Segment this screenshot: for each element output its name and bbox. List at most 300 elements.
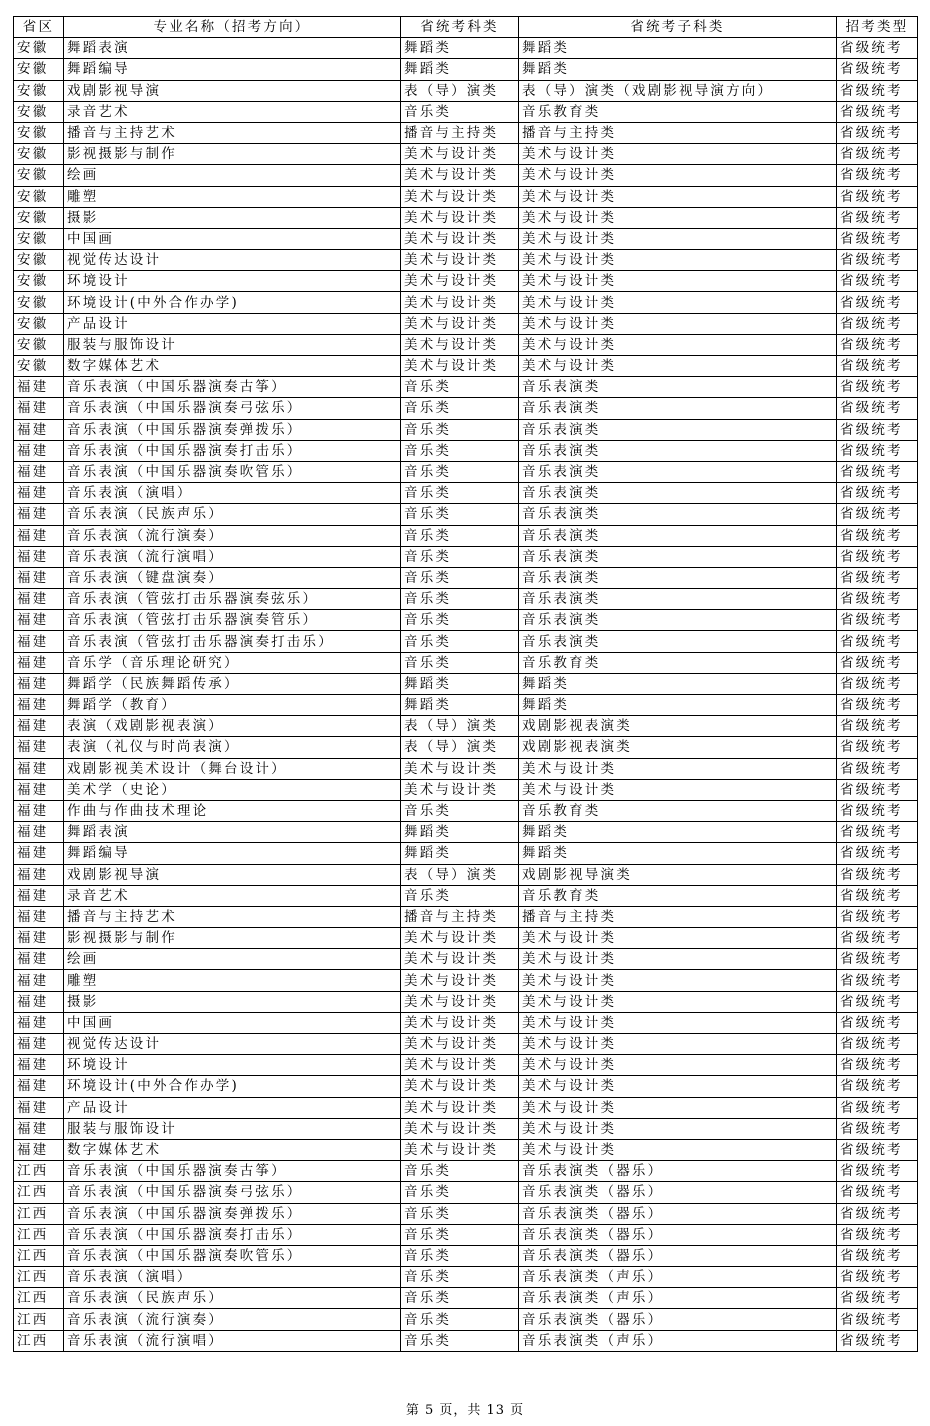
table-row bbox=[14, 271, 918, 292]
cell-exam-category: 表（导）演类 bbox=[401, 80, 519, 101]
cell-major: 表演（礼仪与时尚表演） bbox=[64, 737, 401, 758]
cell-major: 表演（戏剧影视表演） bbox=[64, 716, 401, 737]
cell-exam-subcategory: 音乐表演类 bbox=[519, 461, 837, 482]
cell-province: 福建 bbox=[14, 610, 64, 631]
cell-major: 音乐表演（中国乐器演奏弹拨乐） bbox=[64, 1203, 401, 1224]
table-row bbox=[14, 1055, 918, 1076]
table-row bbox=[14, 610, 918, 631]
table-row bbox=[14, 1161, 918, 1182]
cell-major: 音乐表演（流行演奏） bbox=[64, 1309, 401, 1330]
cell-admission-type: 省级统考 bbox=[837, 970, 918, 991]
cell-exam-category: 美术与设计类 bbox=[401, 991, 519, 1012]
table-row bbox=[14, 949, 918, 970]
cell-exam-category: 音乐类 bbox=[401, 1288, 519, 1309]
cell-admission-type: 省级统考 bbox=[837, 1055, 918, 1076]
cell-admission-type: 省级统考 bbox=[837, 271, 918, 292]
cell-province: 福建 bbox=[14, 716, 64, 737]
cell-province: 福建 bbox=[14, 631, 64, 652]
cell-major: 视觉传达设计 bbox=[64, 250, 401, 271]
table-row bbox=[14, 440, 918, 461]
table-row bbox=[14, 800, 918, 821]
cell-admission-type: 省级统考 bbox=[837, 949, 918, 970]
cell-admission-type: 省级统考 bbox=[837, 589, 918, 610]
cell-exam-subcategory: 美术与设计类 bbox=[519, 991, 837, 1012]
cell-major: 雕塑 bbox=[64, 970, 401, 991]
cell-province: 福建 bbox=[14, 652, 64, 673]
cell-major: 音乐表演（中国乐器演奏古筝） bbox=[64, 1161, 401, 1182]
cell-admission-type: 省级统考 bbox=[837, 228, 918, 249]
cell-province: 江西 bbox=[14, 1267, 64, 1288]
cell-province: 福建 bbox=[14, 567, 64, 588]
cell-major: 音乐表演（中国乐器演奏吹管乐） bbox=[64, 1245, 401, 1266]
cell-exam-category: 美术与设计类 bbox=[401, 313, 519, 334]
cell-exam-category: 音乐类 bbox=[401, 652, 519, 673]
header-exam-category: 省统考科类 bbox=[401, 17, 519, 38]
cell-exam-subcategory: 美术与设计类 bbox=[519, 207, 837, 228]
cell-major: 作曲与作曲技术理论 bbox=[64, 800, 401, 821]
cell-province: 福建 bbox=[14, 504, 64, 525]
cell-exam-category: 美术与设计类 bbox=[401, 292, 519, 313]
cell-exam-category: 美术与设计类 bbox=[401, 1055, 519, 1076]
cell-province: 福建 bbox=[14, 1139, 64, 1160]
cell-province: 福建 bbox=[14, 970, 64, 991]
table-row bbox=[14, 843, 918, 864]
cell-exam-subcategory: 美术与设计类 bbox=[519, 1034, 837, 1055]
header-exam-subcategory: 省统考子科类 bbox=[519, 17, 837, 38]
cell-major: 环境设计 bbox=[64, 271, 401, 292]
table-row bbox=[14, 101, 918, 122]
page-number: 第 5 页，共 13 页 bbox=[405, 1403, 525, 1418]
cell-exam-subcategory: 播音与主持类 bbox=[519, 122, 837, 143]
cell-admission-type: 省级统考 bbox=[837, 38, 918, 59]
cell-exam-subcategory: 舞蹈类 bbox=[519, 673, 837, 694]
cell-admission-type: 省级统考 bbox=[837, 567, 918, 588]
header-province: 省区 bbox=[14, 17, 64, 38]
cell-admission-type: 省级统考 bbox=[837, 313, 918, 334]
cell-province: 安徽 bbox=[14, 122, 64, 143]
cell-admission-type: 省级统考 bbox=[837, 1330, 918, 1351]
cell-admission-type: 省级统考 bbox=[837, 419, 918, 440]
table-row bbox=[14, 1097, 918, 1118]
cell-exam-category: 表（导）演类 bbox=[401, 864, 519, 885]
cell-province: 福建 bbox=[14, 864, 64, 885]
cell-province: 福建 bbox=[14, 695, 64, 716]
cell-exam-subcategory: 音乐表演类 bbox=[519, 525, 837, 546]
table-row bbox=[14, 695, 918, 716]
cell-province: 安徽 bbox=[14, 186, 64, 207]
cell-major: 音乐表演（演唱） bbox=[64, 483, 401, 504]
cell-exam-category: 音乐类 bbox=[401, 483, 519, 504]
cell-admission-type: 省级统考 bbox=[837, 758, 918, 779]
cell-exam-category: 美术与设计类 bbox=[401, 356, 519, 377]
cell-exam-category: 播音与主持类 bbox=[401, 906, 519, 927]
table-row bbox=[14, 144, 918, 165]
cell-exam-subcategory: 美术与设计类 bbox=[519, 271, 837, 292]
table-row bbox=[14, 589, 918, 610]
cell-admission-type: 省级统考 bbox=[837, 906, 918, 927]
cell-province: 福建 bbox=[14, 758, 64, 779]
cell-province: 福建 bbox=[14, 461, 64, 482]
table-row bbox=[14, 1139, 918, 1160]
cell-exam-category: 美术与设计类 bbox=[401, 186, 519, 207]
cell-admission-type: 省级统考 bbox=[837, 186, 918, 207]
cell-province: 江西 bbox=[14, 1330, 64, 1351]
cell-admission-type: 省级统考 bbox=[837, 1161, 918, 1182]
table-row bbox=[14, 1288, 918, 1309]
cell-exam-subcategory: 美术与设计类 bbox=[519, 1012, 837, 1033]
cell-admission-type: 省级统考 bbox=[837, 1182, 918, 1203]
table-row bbox=[14, 673, 918, 694]
cell-exam-subcategory: 音乐表演类 bbox=[519, 631, 837, 652]
cell-exam-subcategory: 音乐表演类（声乐） bbox=[519, 1267, 837, 1288]
cell-exam-subcategory: 音乐表演类（器乐） bbox=[519, 1182, 837, 1203]
cell-province: 安徽 bbox=[14, 292, 64, 313]
table-row bbox=[14, 1076, 918, 1097]
cell-exam-subcategory: 美术与设计类 bbox=[519, 144, 837, 165]
table-row bbox=[14, 122, 918, 143]
cell-province: 江西 bbox=[14, 1224, 64, 1245]
cell-major: 音乐表演（中国乐器演奏打击乐） bbox=[64, 1224, 401, 1245]
cell-exam-category: 舞蹈类 bbox=[401, 673, 519, 694]
cell-exam-category: 美术与设计类 bbox=[401, 1097, 519, 1118]
cell-exam-category: 音乐类 bbox=[401, 461, 519, 482]
cell-admission-type: 省级统考 bbox=[837, 1267, 918, 1288]
cell-province: 安徽 bbox=[14, 334, 64, 355]
cell-major: 音乐表演（中国乐器演奏弓弦乐） bbox=[64, 398, 401, 419]
cell-exam-category: 美术与设计类 bbox=[401, 165, 519, 186]
cell-exam-subcategory: 音乐表演类 bbox=[519, 610, 837, 631]
cell-exam-category: 音乐类 bbox=[401, 1224, 519, 1245]
cell-admission-type: 省级统考 bbox=[837, 864, 918, 885]
cell-exam-subcategory: 音乐表演类 bbox=[519, 546, 837, 567]
cell-exam-subcategory: 美术与设计类 bbox=[519, 250, 837, 271]
cell-major: 产品设计 bbox=[64, 313, 401, 334]
cell-province: 福建 bbox=[14, 419, 64, 440]
cell-major: 摄影 bbox=[64, 991, 401, 1012]
cell-exam-category: 音乐类 bbox=[401, 1182, 519, 1203]
cell-exam-subcategory: 美术与设计类 bbox=[519, 928, 837, 949]
cell-major: 舞蹈学（民族舞蹈传承） bbox=[64, 673, 401, 694]
table-row bbox=[14, 377, 918, 398]
cell-exam-subcategory: 音乐表演类 bbox=[519, 398, 837, 419]
cell-major: 舞蹈表演 bbox=[64, 38, 401, 59]
cell-province: 江西 bbox=[14, 1288, 64, 1309]
table-row bbox=[14, 228, 918, 249]
cell-province: 江西 bbox=[14, 1203, 64, 1224]
cell-exam-category: 美术与设计类 bbox=[401, 1118, 519, 1139]
cell-exam-category: 音乐类 bbox=[401, 1330, 519, 1351]
cell-exam-category: 美术与设计类 bbox=[401, 250, 519, 271]
cell-province: 福建 bbox=[14, 1076, 64, 1097]
cell-exam-category: 美术与设计类 bbox=[401, 970, 519, 991]
cell-exam-subcategory: 舞蹈类 bbox=[519, 695, 837, 716]
cell-exam-category: 美术与设计类 bbox=[401, 758, 519, 779]
cell-exam-category: 美术与设计类 bbox=[401, 949, 519, 970]
cell-admission-type: 省级统考 bbox=[837, 885, 918, 906]
cell-exam-category: 播音与主持类 bbox=[401, 122, 519, 143]
table-row bbox=[14, 1012, 918, 1033]
cell-admission-type: 省级统考 bbox=[837, 122, 918, 143]
cell-admission-type: 省级统考 bbox=[837, 292, 918, 313]
cell-exam-subcategory: 舞蹈类 bbox=[519, 843, 837, 864]
cell-exam-category: 美术与设计类 bbox=[401, 1034, 519, 1055]
cell-major: 录音艺术 bbox=[64, 101, 401, 122]
cell-admission-type: 省级统考 bbox=[837, 356, 918, 377]
cell-exam-category: 音乐类 bbox=[401, 589, 519, 610]
cell-exam-subcategory: 音乐表演类（声乐） bbox=[519, 1330, 837, 1351]
cell-exam-subcategory: 音乐表演类 bbox=[519, 589, 837, 610]
cell-province: 安徽 bbox=[14, 101, 64, 122]
cell-exam-subcategory: 音乐表演类（器乐） bbox=[519, 1203, 837, 1224]
cell-admission-type: 省级统考 bbox=[837, 483, 918, 504]
table-row bbox=[14, 313, 918, 334]
cell-exam-category: 音乐类 bbox=[401, 1309, 519, 1330]
cell-major: 音乐表演（中国乐器演奏弓弦乐） bbox=[64, 1182, 401, 1203]
table-row bbox=[14, 165, 918, 186]
cell-exam-subcategory: 播音与主持类 bbox=[519, 906, 837, 927]
cell-admission-type: 省级统考 bbox=[837, 144, 918, 165]
cell-exam-category: 音乐类 bbox=[401, 1267, 519, 1288]
cell-exam-category: 美术与设计类 bbox=[401, 228, 519, 249]
cell-major: 环境设计(中外合作办学) bbox=[64, 292, 401, 313]
cell-exam-category: 音乐类 bbox=[401, 800, 519, 821]
cell-province: 福建 bbox=[14, 822, 64, 843]
cell-major: 音乐表演（管弦打击乐器演奏弦乐） bbox=[64, 589, 401, 610]
header-admission-type: 招考类型 bbox=[837, 17, 918, 38]
cell-admission-type: 省级统考 bbox=[837, 334, 918, 355]
table-row bbox=[14, 186, 918, 207]
cell-major: 音乐表演（中国乐器演奏吹管乐） bbox=[64, 461, 401, 482]
cell-major: 舞蹈编导 bbox=[64, 59, 401, 80]
cell-province: 福建 bbox=[14, 843, 64, 864]
cell-exam-subcategory: 音乐表演类 bbox=[519, 504, 837, 525]
cell-admission-type: 省级统考 bbox=[837, 652, 918, 673]
cell-province: 江西 bbox=[14, 1245, 64, 1266]
cell-exam-subcategory: 美术与设计类 bbox=[519, 1076, 837, 1097]
cell-exam-category: 表（导）演类 bbox=[401, 737, 519, 758]
table-row bbox=[14, 1224, 918, 1245]
cell-major: 舞蹈表演 bbox=[64, 822, 401, 843]
cell-admission-type: 省级统考 bbox=[837, 250, 918, 271]
cell-major: 播音与主持艺术 bbox=[64, 122, 401, 143]
cell-province: 福建 bbox=[14, 991, 64, 1012]
cell-admission-type: 省级统考 bbox=[837, 504, 918, 525]
cell-admission-type: 省级统考 bbox=[837, 737, 918, 758]
cell-exam-subcategory: 音乐表演类（器乐） bbox=[519, 1161, 837, 1182]
cell-exam-category: 音乐类 bbox=[401, 546, 519, 567]
cell-exam-subcategory: 戏剧影视表演类 bbox=[519, 716, 837, 737]
cell-province: 福建 bbox=[14, 398, 64, 419]
cell-major: 音乐表演（中国乐器演奏弹拨乐） bbox=[64, 419, 401, 440]
cell-province: 福建 bbox=[14, 928, 64, 949]
cell-exam-subcategory: 美术与设计类 bbox=[519, 1097, 837, 1118]
cell-exam-subcategory: 舞蹈类 bbox=[519, 822, 837, 843]
table-row bbox=[14, 1267, 918, 1288]
cell-exam-category: 美术与设计类 bbox=[401, 207, 519, 228]
cell-major: 美术学（史论） bbox=[64, 779, 401, 800]
cell-exam-subcategory: 表（导）演类（戏剧影视导演方向） bbox=[519, 80, 837, 101]
cell-exam-subcategory: 舞蹈类 bbox=[519, 59, 837, 80]
cell-exam-subcategory: 音乐教育类 bbox=[519, 652, 837, 673]
table-row bbox=[14, 1330, 918, 1351]
cell-major: 中国画 bbox=[64, 228, 401, 249]
cell-exam-category: 舞蹈类 bbox=[401, 38, 519, 59]
cell-admission-type: 省级统考 bbox=[837, 1097, 918, 1118]
cell-exam-subcategory: 戏剧影视导演类 bbox=[519, 864, 837, 885]
cell-admission-type: 省级统考 bbox=[837, 1245, 918, 1266]
cell-province: 福建 bbox=[14, 1034, 64, 1055]
cell-exam-subcategory: 美术与设计类 bbox=[519, 970, 837, 991]
cell-major: 戏剧影视导演 bbox=[64, 864, 401, 885]
table-row bbox=[14, 970, 918, 991]
table-row bbox=[14, 906, 918, 927]
cell-major: 音乐表演（流行演唱） bbox=[64, 1330, 401, 1351]
cell-admission-type: 省级统考 bbox=[837, 1288, 918, 1309]
cell-major: 音乐表演（管弦打击乐器演奏管乐） bbox=[64, 610, 401, 631]
cell-exam-subcategory: 美术与设计类 bbox=[519, 292, 837, 313]
cell-province: 江西 bbox=[14, 1182, 64, 1203]
cell-admission-type: 省级统考 bbox=[837, 101, 918, 122]
cell-admission-type: 省级统考 bbox=[837, 525, 918, 546]
cell-major: 音乐表演（管弦打击乐器演奏打击乐） bbox=[64, 631, 401, 652]
cell-admission-type: 省级统考 bbox=[837, 610, 918, 631]
cell-admission-type: 省级统考 bbox=[837, 1034, 918, 1055]
cell-admission-type: 省级统考 bbox=[837, 695, 918, 716]
cell-exam-category: 音乐类 bbox=[401, 1203, 519, 1224]
cell-province: 福建 bbox=[14, 525, 64, 546]
table-row bbox=[14, 779, 918, 800]
cell-exam-subcategory: 美术与设计类 bbox=[519, 334, 837, 355]
cell-exam-subcategory: 音乐教育类 bbox=[519, 885, 837, 906]
cell-province: 安徽 bbox=[14, 144, 64, 165]
cell-province: 江西 bbox=[14, 1309, 64, 1330]
cell-major: 音乐表演（中国乐器演奏打击乐） bbox=[64, 440, 401, 461]
cell-major: 数字媒体艺术 bbox=[64, 1139, 401, 1160]
cell-exam-category: 美术与设计类 bbox=[401, 144, 519, 165]
cell-exam-subcategory: 美术与设计类 bbox=[519, 1139, 837, 1160]
cell-admission-type: 省级统考 bbox=[837, 461, 918, 482]
cell-province: 福建 bbox=[14, 589, 64, 610]
cell-exam-category: 音乐类 bbox=[401, 1161, 519, 1182]
cell-exam-category: 舞蹈类 bbox=[401, 822, 519, 843]
cell-province: 安徽 bbox=[14, 165, 64, 186]
cell-admission-type: 省级统考 bbox=[837, 546, 918, 567]
cell-exam-category: 音乐类 bbox=[401, 101, 519, 122]
table-row bbox=[14, 652, 918, 673]
cell-province: 福建 bbox=[14, 546, 64, 567]
cell-exam-category: 音乐类 bbox=[401, 377, 519, 398]
table-row bbox=[14, 928, 918, 949]
cell-exam-subcategory: 戏剧影视表演类 bbox=[519, 737, 837, 758]
cell-province: 福建 bbox=[14, 737, 64, 758]
cell-admission-type: 省级统考 bbox=[837, 59, 918, 80]
cell-exam-category: 音乐类 bbox=[401, 1245, 519, 1266]
cell-exam-category: 舞蹈类 bbox=[401, 59, 519, 80]
table-row bbox=[14, 483, 918, 504]
cell-exam-category: 美术与设计类 bbox=[401, 1139, 519, 1160]
cell-exam-subcategory: 美术与设计类 bbox=[519, 165, 837, 186]
cell-major: 环境设计(中外合作办学) bbox=[64, 1076, 401, 1097]
cell-major: 环境设计 bbox=[64, 1055, 401, 1076]
table-row bbox=[14, 334, 918, 355]
cell-exam-subcategory: 音乐表演类 bbox=[519, 483, 837, 504]
cell-exam-subcategory: 美术与设计类 bbox=[519, 186, 837, 207]
cell-exam-category: 美术与设计类 bbox=[401, 779, 519, 800]
table-row bbox=[14, 461, 918, 482]
table-row bbox=[14, 567, 918, 588]
cell-major: 播音与主持艺术 bbox=[64, 906, 401, 927]
cell-exam-category: 表（导）演类 bbox=[401, 716, 519, 737]
cell-admission-type: 省级统考 bbox=[837, 991, 918, 1012]
cell-province: 安徽 bbox=[14, 250, 64, 271]
cell-province: 安徽 bbox=[14, 80, 64, 101]
cell-exam-category: 音乐类 bbox=[401, 610, 519, 631]
cell-exam-category: 舞蹈类 bbox=[401, 843, 519, 864]
cell-exam-category: 美术与设计类 bbox=[401, 1012, 519, 1033]
cell-major: 中国画 bbox=[64, 1012, 401, 1033]
cell-admission-type: 省级统考 bbox=[837, 1139, 918, 1160]
cell-major: 音乐表演（键盘演奏） bbox=[64, 567, 401, 588]
table-row bbox=[14, 250, 918, 271]
table-row bbox=[14, 398, 918, 419]
table-row bbox=[14, 991, 918, 1012]
cell-major: 音乐表演（流行演奏） bbox=[64, 525, 401, 546]
cell-major: 音乐表演（民族声乐） bbox=[64, 504, 401, 525]
cell-exam-category: 美术与设计类 bbox=[401, 271, 519, 292]
cell-exam-subcategory: 音乐表演类（器乐） bbox=[519, 1224, 837, 1245]
cell-admission-type: 省级统考 bbox=[837, 1012, 918, 1033]
cell-admission-type: 省级统考 bbox=[837, 1076, 918, 1097]
cell-exam-category: 音乐类 bbox=[401, 525, 519, 546]
table-header-row bbox=[14, 17, 918, 38]
table-row bbox=[14, 1034, 918, 1055]
cell-province: 福建 bbox=[14, 1012, 64, 1033]
table-row bbox=[14, 1245, 918, 1266]
cell-province: 安徽 bbox=[14, 38, 64, 59]
table-row bbox=[14, 207, 918, 228]
table-row bbox=[14, 822, 918, 843]
cell-province: 安徽 bbox=[14, 313, 64, 334]
cell-province: 福建 bbox=[14, 800, 64, 821]
table-row bbox=[14, 1182, 918, 1203]
cell-admission-type: 省级统考 bbox=[837, 1309, 918, 1330]
cell-exam-subcategory: 美术与设计类 bbox=[519, 949, 837, 970]
cell-province: 福建 bbox=[14, 779, 64, 800]
cell-exam-subcategory: 美术与设计类 bbox=[519, 228, 837, 249]
cell-exam-category: 美术与设计类 bbox=[401, 1076, 519, 1097]
cell-province: 安徽 bbox=[14, 59, 64, 80]
cell-exam-category: 舞蹈类 bbox=[401, 695, 519, 716]
cell-province: 福建 bbox=[14, 377, 64, 398]
cell-province: 安徽 bbox=[14, 228, 64, 249]
cell-exam-category: 美术与设计类 bbox=[401, 928, 519, 949]
table-row bbox=[14, 1203, 918, 1224]
cell-admission-type: 省级统考 bbox=[837, 800, 918, 821]
cell-exam-subcategory: 音乐教育类 bbox=[519, 800, 837, 821]
cell-admission-type: 省级统考 bbox=[837, 398, 918, 419]
cell-major: 数字媒体艺术 bbox=[64, 356, 401, 377]
cell-exam-category: 音乐类 bbox=[401, 504, 519, 525]
cell-major: 服装与服饰设计 bbox=[64, 1118, 401, 1139]
table-row bbox=[14, 419, 918, 440]
cell-province: 福建 bbox=[14, 1097, 64, 1118]
cell-major: 录音艺术 bbox=[64, 885, 401, 906]
table-row bbox=[14, 716, 918, 737]
cell-major: 音乐表演（中国乐器演奏古筝） bbox=[64, 377, 401, 398]
cell-province: 福建 bbox=[14, 949, 64, 970]
cell-province: 福建 bbox=[14, 1055, 64, 1076]
cell-exam-subcategory: 音乐表演类 bbox=[519, 440, 837, 461]
